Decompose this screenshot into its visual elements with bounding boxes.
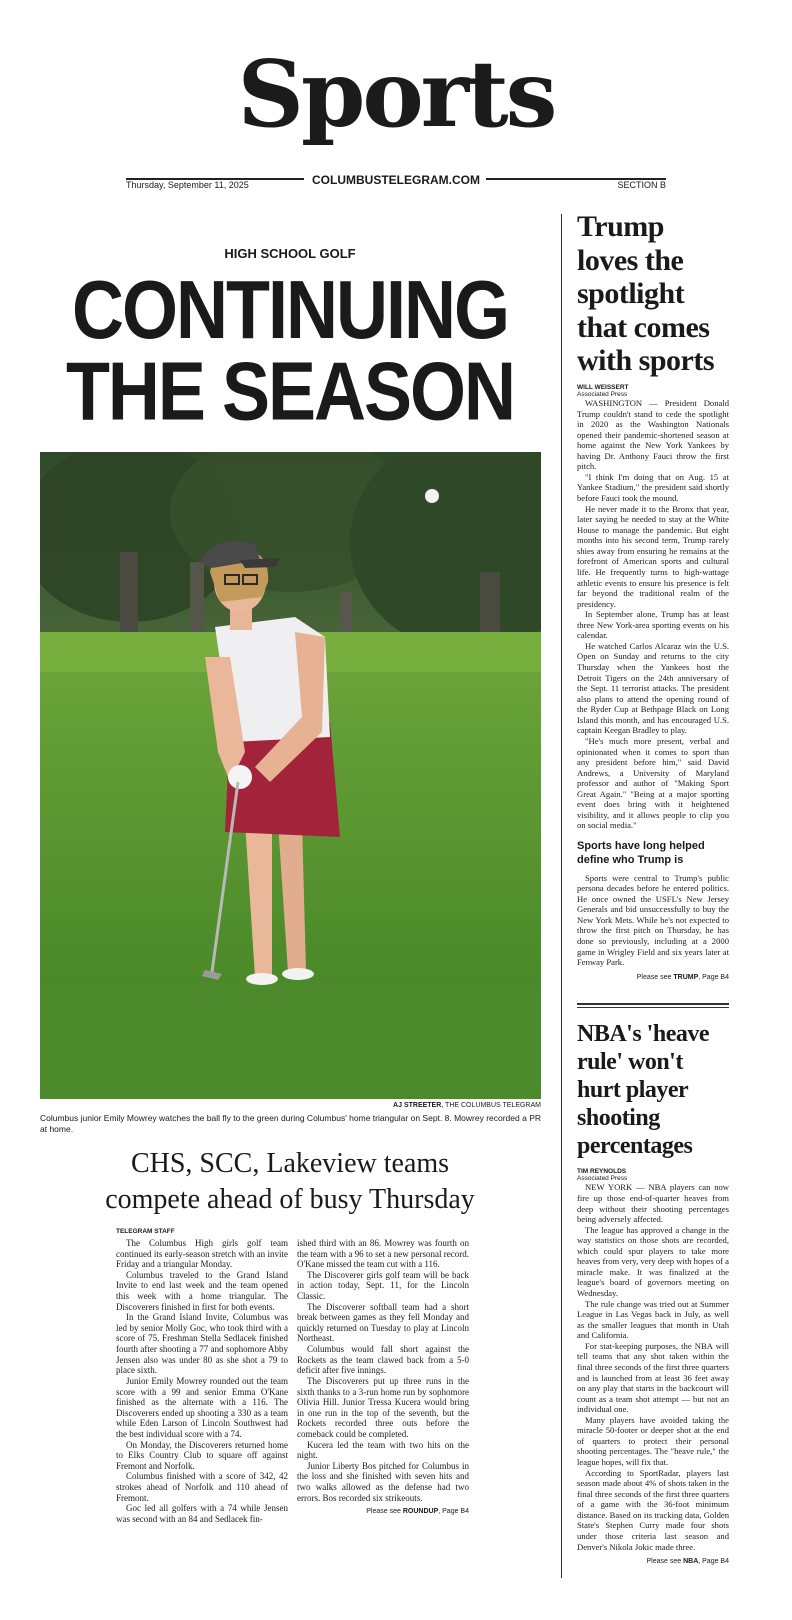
- trump-body: [577, 398, 729, 831]
- column-divider: [561, 214, 562, 1578]
- golf-paragraph: The Discoverer softball team had a short break between games as they fell Monday and quickly returned on Tuesday to play at Lincoln Northeast.: [297, 1301, 469, 1344]
- dateline: [126, 173, 666, 196]
- nba-paragraph: The league has approved a change in the way statistics on those shots are recorded, which could spur players to take more heaves from very, very deep with hopes of a miracle make. It was finalized at the league's board of governors meeting on Wednesday.: [577, 1224, 729, 1299]
- photo-credit: [40, 1102, 541, 1109]
- nba-paragraph: NEW YORK — NBA players can now fire up those end-of-quarter heaves from deep without their shooting percentages being adversely affected.: [577, 1182, 729, 1225]
- masthead: [0, 40, 792, 148]
- nba-paragraph: Many players have avoided taking the miracle 50-footer or deeper shot at the end of quarters to protect their personal shooting percentages. The "heave rule," the league hopes, will fix that.: [577, 1414, 729, 1468]
- photo-caption: Columbus junior Emily Mowrey watches the ball fly to the green during Columbus' home triangular on Sept. 8. Mowrey recorded a PR at home.: [40, 1113, 541, 1135]
- section-label: SECTION B: [617, 180, 666, 190]
- golf-paragraph: Kucera led the team with two hits on the night.: [297, 1439, 469, 1461]
- nba-headline: NBA's 'heave rule' won't hurt player shooting percentages: [577, 1021, 709, 1160]
- golf-story-column-1: [116, 1238, 288, 1524]
- trump-paragraph: "I think I'm doing that on Aug. 15 at Yankee Stadium," the president said shortly before Fauci took the mound.: [577, 471, 729, 504]
- nba-org: Associated Press: [577, 1175, 628, 1183]
- rail-divider: [577, 1003, 729, 1005]
- trump-paragraph: He watched Carlos Alcaraz win the U.S. Open on Sunday and returns to the city Thursday when the Yankees host the Detroit Tigers on the 24th anniversary of the Sept. 11 terrorist attacks. The president also plans to attend the opening round of the Ryder Cup at Bethpage Black on Long Island this month, and has encouraged U.S. captain Keegan Bradley to play.: [577, 640, 729, 736]
- golf-paragraph: The Discoverers put up three runs in the sixth thanks to a 3-run home run by sophomore Olivia Hill. Junior Tressa Kucera would bring in one run in the top of the seventh, but the Rockets recorded three outs before the comeback could be completed.: [297, 1375, 469, 1439]
- trump-paragraph: "He's much more present, verbal and opinionated when it comes to sport than any president before him," said David Andrews, a University of Maryland professor and author of "Making Sport Great Again." "Being at a major sporting event does bring with it heightened visibility, and it allows people to clip you on social media.": [577, 735, 729, 831]
- golf-paragraph: Columbus finished with a score of 342, 42 strokes ahead of Norfolk and 110 ahead of Fremont.: [116, 1471, 288, 1503]
- trump-subhead: Sports have long helped define who Trump is: [577, 840, 705, 867]
- photo-credit-org: , THE COLUMBUS TELEGRAM: [441, 1102, 541, 1109]
- golf-paragraph: Junior Liberty Bos pitched for Columbus in the loss and she finished with seven hits and two walks allowed as the defense had two errors. Bos recorded six strikeouts.: [297, 1460, 469, 1503]
- nba-paragraph: The rule change was tried out at Summer League in Las Vegas back in July, as well as the smaller leagues that month in Utah and California.: [577, 1298, 729, 1341]
- rail-divider-thin: [577, 1007, 729, 1008]
- golf-paragraph: Columbus traveled to the Grand Island Invite to end last week and the team opened this week with a home triangular. The Discoverers finished in first for both events.: [116, 1269, 288, 1312]
- nba-paragraph: According to SportRadar, players last season made about 4% of shots taken in the final three seconds of the first three quarters of a game with the 36-foot minimum distance. Based on its tracking data, Golden State's Stephen Curry made four shots under those criteria last season and Denver's Nikola Jokic made three.: [577, 1467, 729, 1552]
- trump-jump[interactable]: [577, 974, 729, 981]
- nba-paragraph: For stat-keeping purposes, the NBA will tell teams that any shot taken within the final three seconds of the first three quarters and is launched from at least 36 feet away on any play that starts in the backcourt will count as a team shot attempt — but not an individual one.: [577, 1340, 729, 1415]
- site-link[interactable]: COLUMBUSTELEGRAM.COM: [312, 173, 480, 187]
- roundup-jump-prefix: Please see: [366, 1508, 403, 1515]
- golf-paragraph: Columbus would fall short against the Rockets as the team clawed back from a 5-0 deficit after five innings.: [297, 1344, 469, 1376]
- nba-story: [577, 1020, 729, 1565]
- roundup-jump-word: ROUNDUP: [402, 1508, 439, 1515]
- lead-kicker: HIGH SCHOOL GOLF: [224, 246, 356, 261]
- golfer-photo-illustration: [40, 452, 541, 1099]
- nba-body: [577, 1182, 729, 1552]
- roundup-jump[interactable]: [297, 1508, 469, 1515]
- lead-headline-line1: CONTINUING: [72, 264, 508, 357]
- lead-headline: [40, 264, 540, 438]
- trump-jump-prefix: Please see: [636, 973, 674, 981]
- trump-headline: Trump loves the spotlight that comes with sports: [577, 210, 715, 378]
- nba-jump-prefix: Please see: [646, 1558, 684, 1566]
- nba-jump[interactable]: [577, 1558, 729, 1565]
- golf-paragraph: Goc led all golfers with a 74 while Jensen was second with an 84 and Sedlacek fin-: [116, 1503, 288, 1524]
- trump-story: [577, 210, 729, 981]
- golf-story-column-2: [297, 1238, 469, 1503]
- trump-paragraph: Sports were central to Trump's public persona decades before he entered politics. He once owned the USFL's New Jersey Generals and bid unsuccessfully to buy the New York Mets. While he's not expected to throw the first pitch on Thursday, he has done so previously, including at a 2000 game in Wrigley Field and six years later at Fenway Park.: [577, 872, 729, 968]
- trump-paragraph: WASHINGTON — President Donald Trump couldn't stand to cede the spotlight in 2020 as the Washington Nationals opened their pandemic-shortened season at home against the New York Yankees by having Dr. Anthony Fauci throw the first pitch.: [577, 397, 729, 472]
- photo-credit-name: AJ STREETER: [393, 1102, 442, 1109]
- section-title: Sports: [237, 40, 555, 148]
- nba-jump-word: NBA: [683, 1558, 699, 1566]
- golf-story-headline: CHS, SCC, Lakeview teams compete ahead of busy Thursday: [105, 1148, 475, 1215]
- golf-paragraph: ished third with an 86. Mowrey was fourth on the team with a 96 to set a new personal record. O'Kane missed the team cut with a 116.: [297, 1238, 469, 1270]
- issue-date: Thursday, September 11, 2025: [126, 180, 249, 190]
- golf-paragraph: The Columbus High girls golf team continued its early-season stretch with an invite Friday and a triangular Monday.: [116, 1238, 288, 1270]
- trump-body-2: [577, 873, 729, 968]
- trump-paragraph: He never made it to the Bronx that year, later saying he needed to stay at the White House to manage the pandemic. But eight months into his second term, Trump rarely shies away from ensuring he remains at the forefront of American sports and cultural life. He frequently turns to high-wattage athletic events to ensure his presence is felt far beyond the traditional realm of the presidency.: [577, 503, 729, 609]
- roundup-jump-page: , Page B4: [438, 1508, 469, 1515]
- golf-paragraph: Junior Emily Mowrey rounded out the team score with a 99 and senior Emma O'Kane finished as the alternate with a 116. The Discoverers ended up shooting a 330 as a team while Eden Larson of Lincoln Southwest had the best individual score with a 74.: [116, 1375, 288, 1439]
- trump-paragraph: In September alone, Trump has at least three New York-area sporting events on his calendar.: [577, 609, 729, 641]
- nba-jump-page: , Page B4: [698, 1558, 729, 1566]
- golf-paragraph: In the Grand Island Invite, Columbus was led by senior Molly Goc, who took third with a score of 75. Freshman Stella Sedlacek finished fourth after shooting a 77 and sophomore Abby Jensen also was under 80 as she shot a 79 to place sixth.: [116, 1312, 288, 1376]
- lead-headline-line2: THE SEASON: [65, 345, 515, 438]
- trump-jump-page: , Page B4: [698, 973, 729, 981]
- golfer-photo: [40, 452, 541, 1099]
- golf-paragraph: The Discoverer girls golf team will be back in action today, Sept. 11, for the Lincoln Classic.: [297, 1269, 469, 1302]
- trump-byline: WILL WEISSERT: [577, 383, 629, 391]
- golf-story-byline: TELEGRAM STAFF: [116, 1228, 175, 1235]
- golf-paragraph: On Monday, the Discoverers returned home to Elks Country Club to square off against Fremont and Norfolk.: [116, 1439, 288, 1471]
- trump-jump-word: TRUMP: [673, 973, 699, 981]
- nba-byline: TIM REYNOLDS: [577, 1168, 627, 1176]
- trump-org: Associated Press: [577, 390, 628, 398]
